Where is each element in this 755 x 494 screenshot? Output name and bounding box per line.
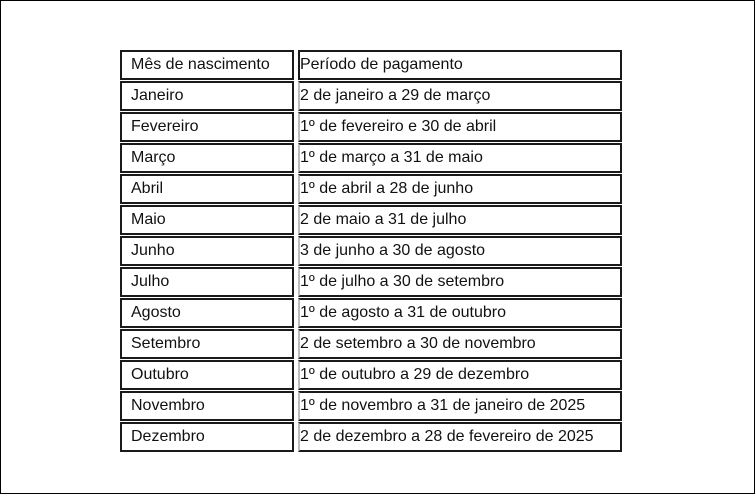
period-cell: 1º de fevereiro e 30 de abril bbox=[298, 112, 622, 142]
month-cell: Abril bbox=[120, 174, 294, 204]
month-cell: Novembro bbox=[120, 391, 294, 421]
period-cell: 3 de junho a 30 de agosto bbox=[298, 236, 622, 266]
table-row bbox=[120, 143, 624, 174]
month-cell: Agosto bbox=[120, 298, 294, 328]
month-cell: Março bbox=[120, 143, 294, 173]
table-row bbox=[120, 81, 624, 112]
month-cell: Maio bbox=[120, 205, 294, 235]
month-cell: Janeiro bbox=[120, 81, 294, 111]
month-cell: Junho bbox=[120, 236, 294, 266]
period-cell: 2 de maio a 31 de julho bbox=[298, 205, 622, 235]
period-cell: 1º de outubro a 29 de dezembro bbox=[298, 360, 622, 390]
table-row bbox=[120, 205, 624, 236]
table-row bbox=[120, 329, 624, 360]
header-month-cell: Mês de nascimento bbox=[120, 50, 294, 80]
period-cell: 1º de agosto a 31 de outubro bbox=[298, 298, 622, 328]
period-cell: 1º de março a 31 de maio bbox=[298, 143, 622, 173]
month-cell: Dezembro bbox=[120, 422, 294, 452]
table-row bbox=[120, 267, 624, 298]
period-cell: 1º de julho a 30 de setembro bbox=[298, 267, 622, 297]
table-row bbox=[120, 360, 624, 391]
table-header-row bbox=[120, 50, 624, 81]
table-row bbox=[120, 236, 624, 267]
table-row bbox=[120, 422, 624, 453]
month-cell: Setembro bbox=[120, 329, 294, 359]
month-cell: Julho bbox=[120, 267, 294, 297]
table-row bbox=[120, 112, 624, 143]
period-cell: 2 de janeiro a 29 de março bbox=[298, 81, 622, 111]
period-cell: 1º de novembro a 31 de janeiro de 2025 bbox=[298, 391, 622, 421]
payment-schedule-table bbox=[120, 50, 624, 453]
table-row bbox=[120, 174, 624, 205]
period-cell: 1º de abril a 28 de junho bbox=[298, 174, 622, 204]
month-cell: Outubro bbox=[120, 360, 294, 390]
period-cell: 2 de dezembro a 28 de fevereiro de 2025 bbox=[298, 422, 622, 452]
header-period-cell: Período de pagamento bbox=[298, 50, 622, 80]
period-cell: 2 de setembro a 30 de novembro bbox=[298, 329, 622, 359]
month-cell: Fevereiro bbox=[120, 112, 294, 142]
table-row bbox=[120, 298, 624, 329]
table-row bbox=[120, 391, 624, 422]
